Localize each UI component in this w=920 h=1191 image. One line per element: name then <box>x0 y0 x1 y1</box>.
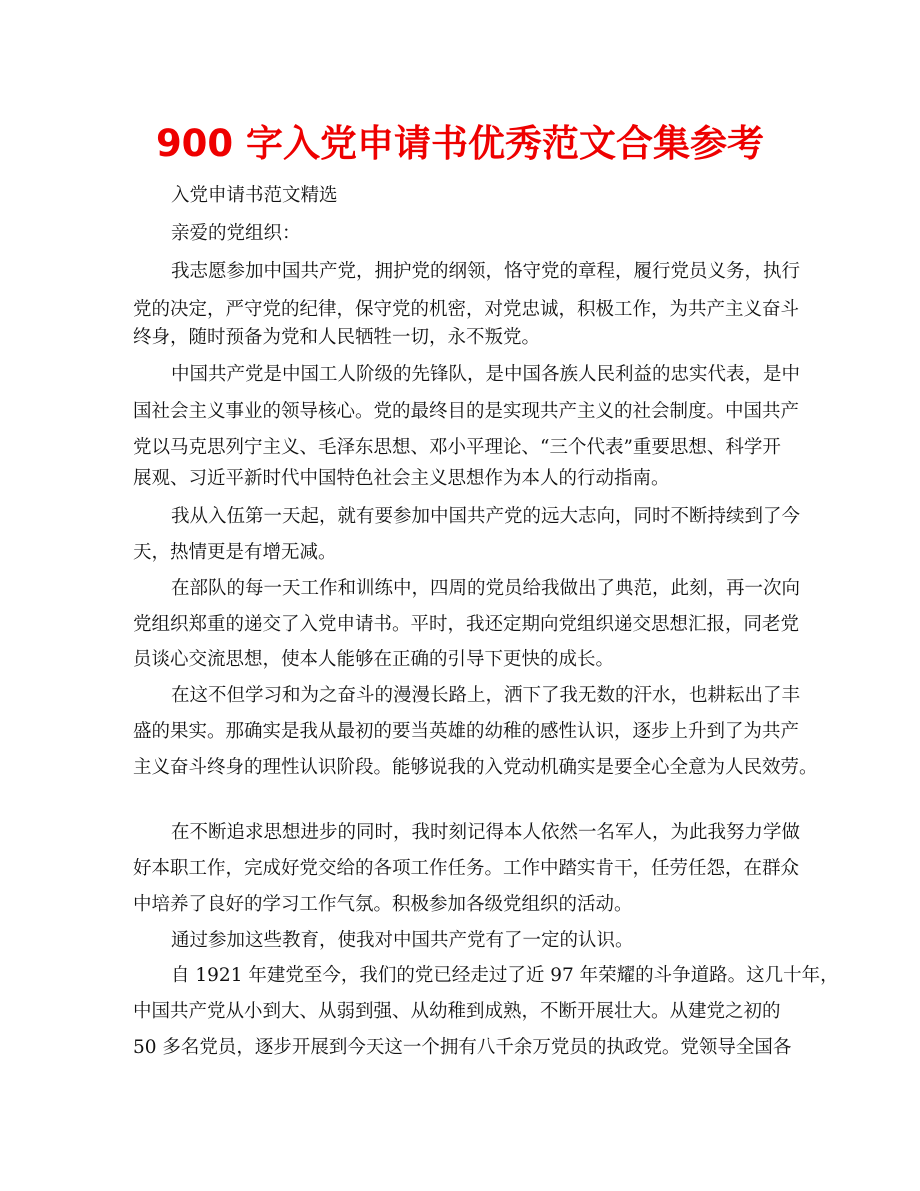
text-line: 党的决定，严守党的纪律，保守党的机密，对党忠诚，积极工作，为共产主义奋斗 <box>133 299 800 320</box>
text-line: 天，热情更是有增无减。 <box>133 542 337 563</box>
text-line: 中国共产党是中国工人阶级的先锋队，是中国各族人民利益的忠实代表，是中 <box>171 364 801 385</box>
text-line: 我志愿参加中国共产党，拥护党的纲领，恪守党的章程，履行党员义务，执行 <box>171 261 801 282</box>
document-title: 900 字入党申请书优秀范文合集参考 <box>155 122 765 165</box>
text-line: 我从入伍第一天起，就有要参加中国共产党的远大志向，同时不断持续到了今 <box>171 506 801 527</box>
text-line: 好本职工作，完成好党交给的各项工作任务。工作中踏实肯干，任劳任怨，在群众 <box>133 858 800 879</box>
text-line: 党组织郑重的递交了入党申请书。平时，我还定期向党组织递交思想汇报，同老党 <box>133 614 800 635</box>
text-line: 中国共产党从小到大、从弱到强、从幼稚到成熟，不断开展壮大。从建党之初的 <box>133 1001 781 1022</box>
text-line: 国社会主义事业的领导核心。党的最终目的是实现共产主义的社会制度。中国共产 <box>133 401 800 422</box>
text-line: 终身，随时预备为党和人民牺牲一切，永不叛党。 <box>133 327 541 348</box>
text-line: 中培养了良好的学习工作气氛。积极参加各级党组织的活动。 <box>133 894 633 915</box>
text-line: 入党申请书范文精选 <box>171 185 338 206</box>
text-line: 通过参加这些教育，使我对中国共产党有了一定的认识。 <box>171 930 634 951</box>
text-line: 盛的果实。那确实是我从最初的要当英雄的幼稚的感性认识，逐步上升到了为共产 <box>133 721 800 742</box>
text-line: 展观、习近平新时代中国特色社会主义思想作为本人的行动指南。 <box>133 468 670 489</box>
text-line: 在不断追求思想进步的同时，我时刻记得本人依然一名军人，为此我努力学做 <box>171 822 801 843</box>
text-line: 在部队的每一天工作和训练中，四周的党员给我做出了典范，此刻，再一次向 <box>171 578 801 599</box>
text-line: 在这不但学习和为之奋斗的漫漫长路上，洒下了我无数的汗水，也耕耘出了丰 <box>171 685 801 706</box>
text-line: 50 多名党员，逐步开展到今天这一个拥有八千余万党员的执政党。党领导全国各 <box>133 1037 792 1058</box>
text-line: 党以马克思列宁主义、毛泽东思想、邓小平理论、“三个代表”重要思想、科学开 <box>133 437 781 458</box>
text-line: 员谈心交流思想，使本人能够在正确的引导下更快的成长。 <box>133 649 615 670</box>
text-line: 亲爱的党组织： <box>171 223 301 244</box>
text-line: 主义奋斗终身的理性认识阶段。能够说我的入党动机确实是要全心全意为人民效劳。 <box>133 757 818 778</box>
text-line: 自 1921 年建党至今，我们的党已经走过了近 97 年荣耀的斗争道路。这几十年， <box>171 965 839 986</box>
